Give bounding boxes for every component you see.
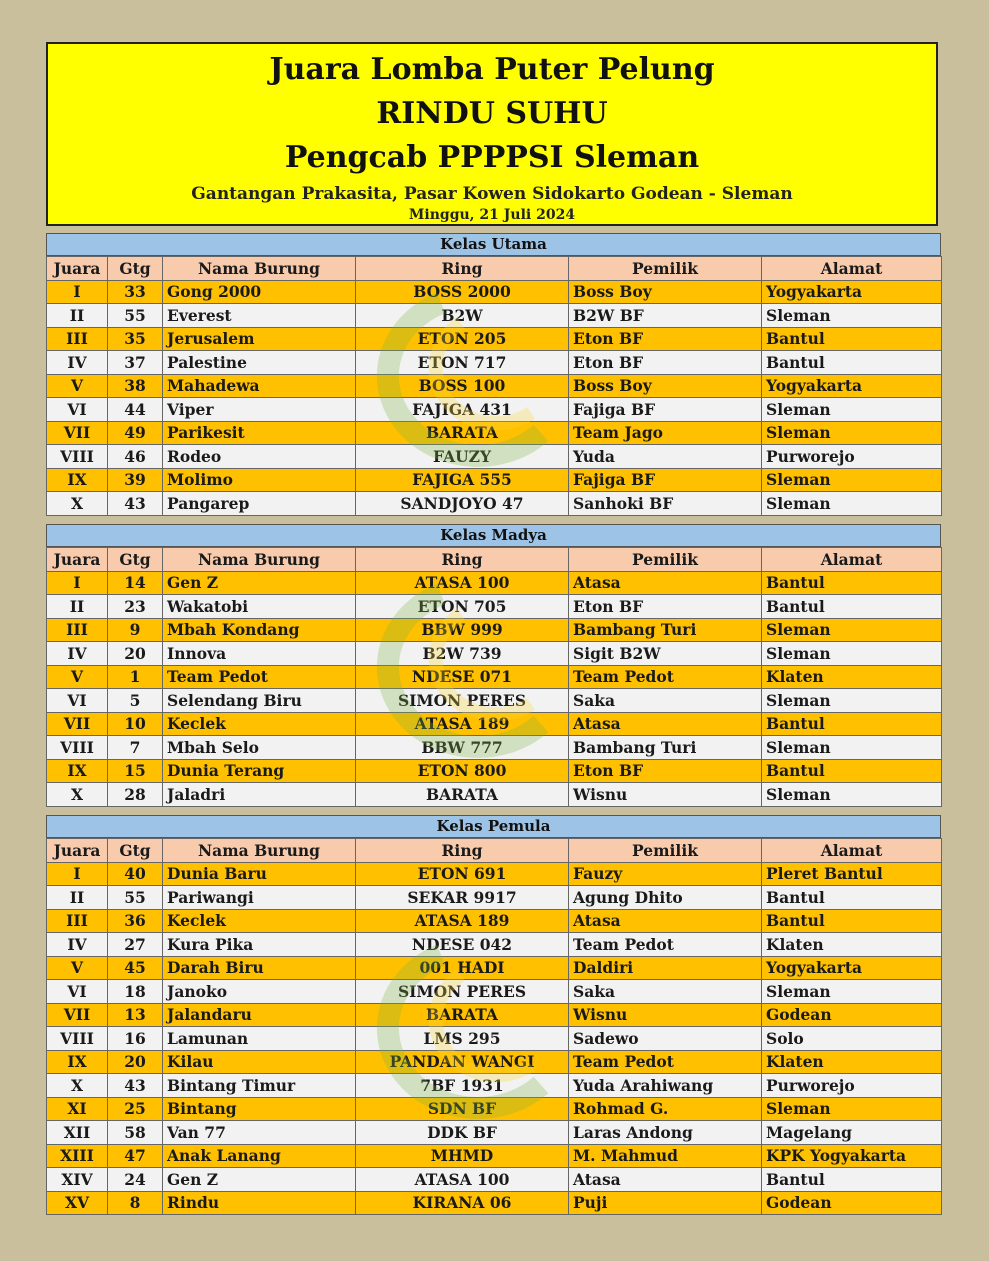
cell-pemilik: Atasa	[569, 1168, 762, 1192]
table-row	[47, 689, 942, 713]
cell-ring: ATASA 100	[356, 1168, 569, 1192]
column-header: Gtg	[108, 257, 163, 281]
cell-alamat: Bantul	[762, 886, 942, 910]
cell-nama-burung: Janoko	[163, 980, 356, 1004]
cell-nama-burung: Pariwangi	[163, 886, 356, 910]
cell-juara: X	[47, 492, 108, 516]
cell-ring: KIRANA 06	[356, 1191, 569, 1215]
cell-gtg: 43	[108, 492, 163, 516]
cell-ring: B2W	[356, 304, 569, 328]
column-header: Nama Burung	[163, 257, 356, 281]
cell-juara: XIV	[47, 1168, 108, 1192]
table-row	[47, 374, 942, 398]
column-header: Pemilik	[569, 839, 762, 863]
cell-pemilik: Wisnu	[569, 1003, 762, 1027]
title-line-1: Juara Lomba Puter Pelung	[269, 52, 715, 87]
cell-juara: IX	[47, 759, 108, 783]
table-row	[47, 327, 942, 351]
table-row	[47, 1121, 942, 1145]
cell-juara: IV	[47, 351, 108, 375]
cell-ring: SDN BF	[356, 1097, 569, 1121]
cell-alamat: Bantul	[762, 1168, 942, 1192]
cell-pemilik: Wisnu	[569, 783, 762, 807]
table-row	[47, 783, 942, 807]
table-row	[47, 280, 942, 304]
cell-ring: ETON 717	[356, 351, 569, 375]
cell-alamat: Sleman	[762, 468, 942, 492]
cell-pemilik: Sigit B2W	[569, 642, 762, 666]
cell-pemilik: Rohmad G.	[569, 1097, 762, 1121]
cell-alamat: Sleman	[762, 736, 942, 760]
cell-ring: ATASA 189	[356, 909, 569, 933]
cell-alamat: Bantul	[762, 712, 942, 736]
cell-ring: 7BF 1931	[356, 1074, 569, 1098]
cell-gtg: 38	[108, 374, 163, 398]
cell-pemilik: Sadewo	[569, 1027, 762, 1051]
cell-ring: LMS 295	[356, 1027, 569, 1051]
cell-ring: MHMD	[356, 1144, 569, 1168]
cell-alamat: Bantul	[762, 327, 942, 351]
cell-gtg: 45	[108, 956, 163, 980]
column-header: Juara	[47, 257, 108, 281]
cell-gtg: 5	[108, 689, 163, 713]
cell-gtg: 13	[108, 1003, 163, 1027]
cell-gtg: 35	[108, 327, 163, 351]
cell-juara: IX	[47, 468, 108, 492]
cell-alamat: Purworejo	[762, 1074, 942, 1098]
section-kelas-utama	[46, 233, 941, 516]
cell-alamat: Sleman	[762, 304, 942, 328]
cell-nama-burung: Everest	[163, 304, 356, 328]
cell-alamat: KPK Yogyakarta	[762, 1144, 942, 1168]
cell-alamat: Klaten	[762, 933, 942, 957]
cell-nama-burung: Van 77	[163, 1121, 356, 1145]
column-header: Alamat	[762, 548, 942, 572]
cell-nama-burung: Keclek	[163, 909, 356, 933]
cell-ring: BARATA	[356, 1003, 569, 1027]
cell-pemilik: B2W BF	[569, 304, 762, 328]
table-row	[47, 956, 942, 980]
table-row	[47, 351, 942, 375]
cell-gtg: 16	[108, 1027, 163, 1051]
results-table	[46, 256, 942, 516]
cell-juara: VI	[47, 398, 108, 422]
cell-nama-burung: Kura Pika	[163, 933, 356, 957]
cell-juara: V	[47, 374, 108, 398]
cell-pemilik: Saka	[569, 980, 762, 1004]
cell-nama-burung: Jaladri	[163, 783, 356, 807]
cell-ring: B2W 739	[356, 642, 569, 666]
cell-ring: FAJIGA 431	[356, 398, 569, 422]
cell-nama-burung: Bintang	[163, 1097, 356, 1121]
cell-alamat: Sleman	[762, 618, 942, 642]
cell-pemilik: Fajiga BF	[569, 398, 762, 422]
cell-alamat: Bantul	[762, 571, 942, 595]
cell-juara: II	[47, 886, 108, 910]
cell-ring: FAUZY	[356, 445, 569, 469]
results-table	[46, 838, 942, 1215]
cell-pemilik: Team Pedot	[569, 665, 762, 689]
cell-juara: X	[47, 1074, 108, 1098]
cell-juara: I	[47, 280, 108, 304]
cell-nama-burung: Mbah Selo	[163, 736, 356, 760]
cell-juara: X	[47, 783, 108, 807]
cell-ring: ETON 691	[356, 862, 569, 886]
cell-juara: II	[47, 304, 108, 328]
cell-pemilik: Team Jago	[569, 421, 762, 445]
cell-nama-burung: Mahadewa	[163, 374, 356, 398]
cell-alamat: Yogyakarta	[762, 280, 942, 304]
cell-juara: XV	[47, 1191, 108, 1215]
cell-gtg: 15	[108, 759, 163, 783]
cell-nama-burung: Team Pedot	[163, 665, 356, 689]
title-line-2: RINDU SUHU	[376, 96, 608, 131]
column-header: Pemilik	[569, 548, 762, 572]
cell-ring: 001 HADI	[356, 956, 569, 980]
table-row	[47, 1097, 942, 1121]
cell-ring: PANDAN WANGI	[356, 1050, 569, 1074]
cell-pemilik: Bambang Turi	[569, 618, 762, 642]
cell-pemilik: Bambang Turi	[569, 736, 762, 760]
cell-juara: III	[47, 618, 108, 642]
cell-gtg: 14	[108, 571, 163, 595]
cell-juara: VIII	[47, 445, 108, 469]
cell-juara: XI	[47, 1097, 108, 1121]
column-header: Ring	[356, 257, 569, 281]
cell-juara: VII	[47, 421, 108, 445]
cell-juara: I	[47, 571, 108, 595]
section-kelas-madya	[46, 524, 941, 807]
column-header: Nama Burung	[163, 839, 356, 863]
table-row	[47, 1050, 942, 1074]
column-header: Ring	[356, 839, 569, 863]
cell-gtg: 55	[108, 304, 163, 328]
cell-juara: IV	[47, 933, 108, 957]
cell-nama-burung: Bintang Timur	[163, 1074, 356, 1098]
cell-juara: VII	[47, 712, 108, 736]
cell-alamat: Bantul	[762, 595, 942, 619]
cell-alamat: Sleman	[762, 642, 942, 666]
cell-gtg: 33	[108, 280, 163, 304]
header-banner	[46, 42, 938, 226]
table-row	[47, 618, 942, 642]
column-header: Nama Burung	[163, 548, 356, 572]
cell-juara: VI	[47, 980, 108, 1004]
cell-alamat: Bantul	[762, 909, 942, 933]
cell-pemilik: M. Mahmud	[569, 1144, 762, 1168]
table-row	[47, 862, 942, 886]
cell-nama-burung: Pangarep	[163, 492, 356, 516]
cell-ring: SEKAR 9917	[356, 886, 569, 910]
cell-juara: VIII	[47, 1027, 108, 1051]
cell-ring: ETON 705	[356, 595, 569, 619]
cell-alamat: Sleman	[762, 980, 942, 1004]
cell-ring: SIMON PERES	[356, 689, 569, 713]
cell-alamat: Yogyakarta	[762, 956, 942, 980]
cell-nama-burung: Jalandaru	[163, 1003, 356, 1027]
cell-alamat: Godean	[762, 1003, 942, 1027]
cell-ring: BBW 777	[356, 736, 569, 760]
location-text: Gantangan Prakasita, Pasar Kowen Sidokarto Godean - Sleman	[191, 184, 793, 204]
table-row	[47, 445, 942, 469]
column-header: Alamat	[762, 257, 942, 281]
cell-gtg: 37	[108, 351, 163, 375]
cell-gtg: 36	[108, 909, 163, 933]
cell-gtg: 55	[108, 886, 163, 910]
cell-alamat: Bantul	[762, 351, 942, 375]
cell-juara: IX	[47, 1050, 108, 1074]
cell-nama-burung: Darah Biru	[163, 956, 356, 980]
cell-gtg: 8	[108, 1191, 163, 1215]
cell-ring: ATASA 189	[356, 712, 569, 736]
table-header-row	[47, 839, 942, 863]
cell-gtg: 20	[108, 642, 163, 666]
section-title: Kelas Madya	[46, 524, 941, 547]
table-row	[47, 304, 942, 328]
cell-nama-burung: Kilau	[163, 1050, 356, 1074]
table-row	[47, 1191, 942, 1215]
cell-gtg: 40	[108, 862, 163, 886]
cell-pemilik: Atasa	[569, 712, 762, 736]
cell-ring: DDK BF	[356, 1121, 569, 1145]
cell-alamat: Klaten	[762, 1050, 942, 1074]
cell-nama-burung: Parikesit	[163, 421, 356, 445]
section-title: Kelas Pemula	[46, 815, 941, 838]
cell-gtg: 18	[108, 980, 163, 1004]
table-row	[47, 759, 942, 783]
cell-pemilik: Eton BF	[569, 327, 762, 351]
column-header: Gtg	[108, 839, 163, 863]
cell-ring: ETON 800	[356, 759, 569, 783]
table-row	[47, 642, 942, 666]
cell-juara: VII	[47, 1003, 108, 1027]
cell-alamat: Godean	[762, 1191, 942, 1215]
cell-nama-burung: Rodeo	[163, 445, 356, 469]
cell-nama-burung: Rindu	[163, 1191, 356, 1215]
cell-juara: III	[47, 327, 108, 351]
cell-nama-burung: Dunia Terang	[163, 759, 356, 783]
table-header-row	[47, 257, 942, 281]
cell-alamat: Pleret Bantul	[762, 862, 942, 886]
cell-gtg: 47	[108, 1144, 163, 1168]
column-header: Juara	[47, 839, 108, 863]
cell-alamat: Sleman	[762, 398, 942, 422]
cell-gtg: 9	[108, 618, 163, 642]
cell-pemilik: Team Pedot	[569, 933, 762, 957]
cell-juara: I	[47, 862, 108, 886]
cell-alamat: Sleman	[762, 492, 942, 516]
cell-ring: BBW 999	[356, 618, 569, 642]
section-kelas-pemula	[46, 815, 941, 1215]
cell-juara: VI	[47, 689, 108, 713]
table-row	[47, 595, 942, 619]
cell-juara: XII	[47, 1121, 108, 1145]
title-line-3: Pengcab PPPPSI Sleman	[284, 140, 700, 175]
cell-alamat: Purworejo	[762, 445, 942, 469]
cell-alamat: Yogyakarta	[762, 374, 942, 398]
cell-ring: BARATA	[356, 783, 569, 807]
cell-nama-burung: Lamunan	[163, 1027, 356, 1051]
cell-juara: V	[47, 665, 108, 689]
cell-ring: ATASA 100	[356, 571, 569, 595]
column-header: Gtg	[108, 548, 163, 572]
table-row	[47, 1074, 942, 1098]
section-title: Kelas Utama	[46, 233, 941, 256]
cell-nama-burung: Dunia Baru	[163, 862, 356, 886]
column-header: Pemilik	[569, 257, 762, 281]
cell-nama-burung: Viper	[163, 398, 356, 422]
table-row	[47, 736, 942, 760]
cell-ring: BOSS 100	[356, 374, 569, 398]
cell-nama-burung: Gong 2000	[163, 280, 356, 304]
table-row	[47, 421, 942, 445]
cell-nama-burung: Innova	[163, 642, 356, 666]
table-row	[47, 933, 942, 957]
cell-alamat: Sleman	[762, 421, 942, 445]
table-row	[47, 571, 942, 595]
cell-pemilik: Saka	[569, 689, 762, 713]
column-header: Juara	[47, 548, 108, 572]
cell-pemilik: Eton BF	[569, 595, 762, 619]
cell-pemilik: Sanhoki BF	[569, 492, 762, 516]
table-row	[47, 712, 942, 736]
cell-gtg: 49	[108, 421, 163, 445]
cell-ring: SIMON PERES	[356, 980, 569, 1004]
table-row	[47, 980, 942, 1004]
cell-juara: VIII	[47, 736, 108, 760]
cell-juara: IV	[47, 642, 108, 666]
cell-nama-burung: Wakatobi	[163, 595, 356, 619]
table-row	[47, 1003, 942, 1027]
cell-gtg: 46	[108, 445, 163, 469]
table-row	[47, 665, 942, 689]
cell-gtg: 39	[108, 468, 163, 492]
cell-nama-burung: Palestine	[163, 351, 356, 375]
cell-alamat: Sleman	[762, 1097, 942, 1121]
cell-nama-burung: Molimo	[163, 468, 356, 492]
table-row	[47, 492, 942, 516]
cell-pemilik: Fajiga BF	[569, 468, 762, 492]
cell-gtg: 10	[108, 712, 163, 736]
column-header: Ring	[356, 548, 569, 572]
cell-gtg: 28	[108, 783, 163, 807]
table-row	[47, 886, 942, 910]
cell-alamat: Magelang	[762, 1121, 942, 1145]
table-row	[47, 1027, 942, 1051]
cell-gtg: 20	[108, 1050, 163, 1074]
cell-pemilik: Eton BF	[569, 351, 762, 375]
cell-pemilik: Boss Boy	[569, 374, 762, 398]
cell-pemilik: Fauzy	[569, 862, 762, 886]
cell-gtg: 25	[108, 1097, 163, 1121]
cell-gtg: 23	[108, 595, 163, 619]
cell-gtg: 1	[108, 665, 163, 689]
cell-juara: V	[47, 956, 108, 980]
cell-nama-burung: Jerusalem	[163, 327, 356, 351]
cell-pemilik: Agung Dhito	[569, 886, 762, 910]
cell-nama-burung: Selendang Biru	[163, 689, 356, 713]
cell-juara: XIII	[47, 1144, 108, 1168]
cell-gtg: 24	[108, 1168, 163, 1192]
cell-nama-burung: Anak Lanang	[163, 1144, 356, 1168]
cell-alamat: Solo	[762, 1027, 942, 1051]
cell-pemilik: Daldiri	[569, 956, 762, 980]
cell-nama-burung: Gen Z	[163, 571, 356, 595]
results-table	[46, 547, 942, 807]
cell-alamat: Sleman	[762, 783, 942, 807]
cell-pemilik: Atasa	[569, 909, 762, 933]
cell-pemilik: Boss Boy	[569, 280, 762, 304]
cell-pemilik: Eton BF	[569, 759, 762, 783]
cell-pemilik: Laras Andong	[569, 1121, 762, 1145]
table-header-row	[47, 548, 942, 572]
cell-alamat: Klaten	[762, 665, 942, 689]
table-row	[47, 1144, 942, 1168]
cell-gtg: 27	[108, 933, 163, 957]
cell-pemilik: Yuda Arahiwang	[569, 1074, 762, 1098]
cell-juara: II	[47, 595, 108, 619]
cell-ring: SANDJOYO 47	[356, 492, 569, 516]
cell-pemilik: Puji	[569, 1191, 762, 1215]
table-row	[47, 909, 942, 933]
cell-juara: III	[47, 909, 108, 933]
cell-ring: NDESE 071	[356, 665, 569, 689]
cell-pemilik: Atasa	[569, 571, 762, 595]
cell-alamat: Bantul	[762, 759, 942, 783]
cell-ring: BOSS 2000	[356, 280, 569, 304]
cell-gtg: 43	[108, 1074, 163, 1098]
cell-ring: NDESE 042	[356, 933, 569, 957]
cell-nama-burung: Keclek	[163, 712, 356, 736]
cell-ring: FAJIGA 555	[356, 468, 569, 492]
table-row	[47, 468, 942, 492]
cell-gtg: 58	[108, 1121, 163, 1145]
table-row	[47, 398, 942, 422]
cell-ring: BARATA	[356, 421, 569, 445]
column-header: Alamat	[762, 839, 942, 863]
cell-pemilik: Team Pedot	[569, 1050, 762, 1074]
cell-gtg: 7	[108, 736, 163, 760]
cell-pemilik: Yuda	[569, 445, 762, 469]
date-text: Minggu, 21 Juli 2024	[408, 207, 576, 223]
cell-ring: ETON 205	[356, 327, 569, 351]
cell-nama-burung: Mbah Kondang	[163, 618, 356, 642]
cell-gtg: 44	[108, 398, 163, 422]
cell-nama-burung: Gen Z	[163, 1168, 356, 1192]
table-row	[47, 1168, 942, 1192]
cell-alamat: Sleman	[762, 689, 942, 713]
